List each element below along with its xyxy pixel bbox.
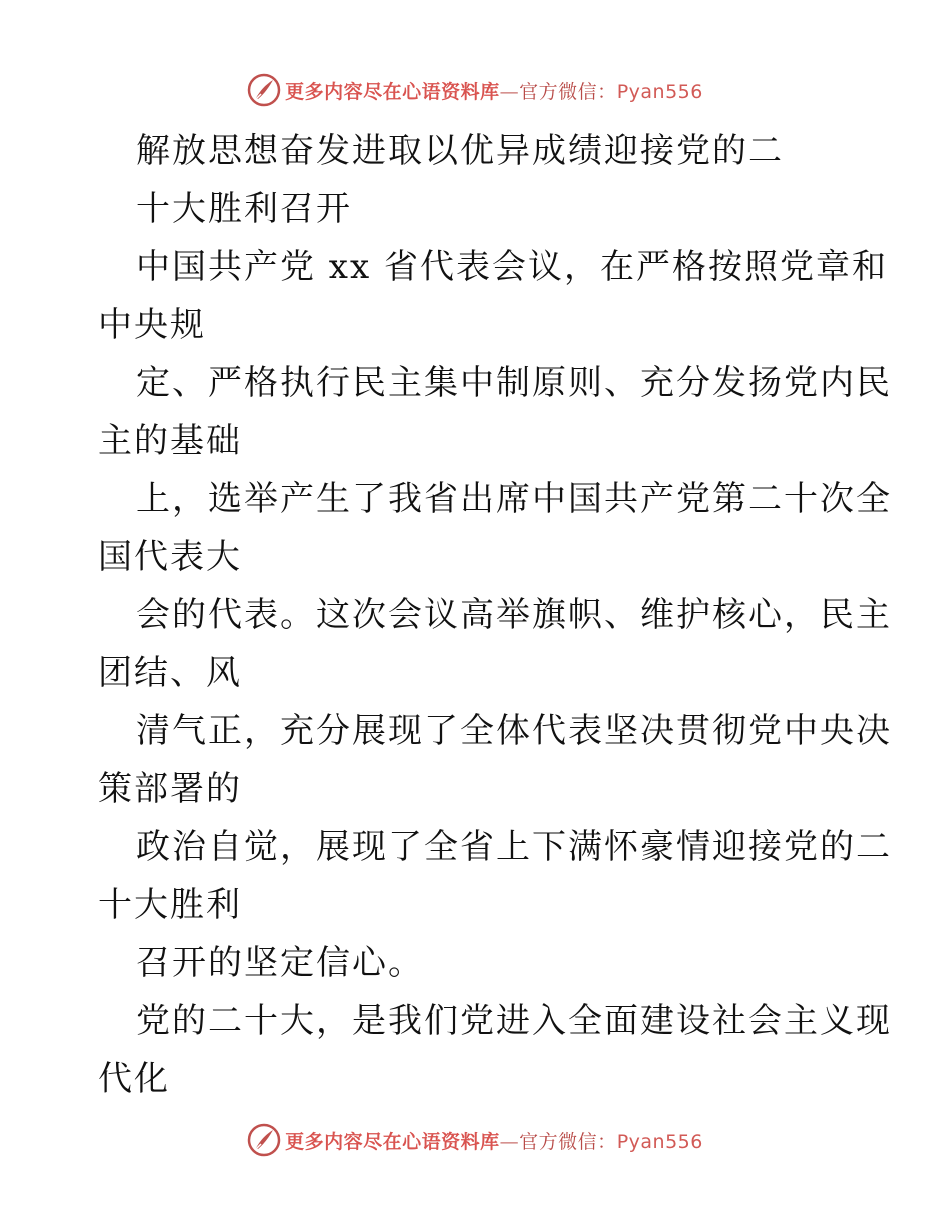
text-line: 党的二十大，是我们党进入全面建设社会主义现 — [136, 1001, 892, 1041]
title-line: 解放思想奋发进取以优异成绩迎接党的二 — [136, 131, 784, 171]
text-line: 中国共产党 xx 省代表会议，在严格按照党章和 — [136, 247, 888, 287]
banner-text — [285, 1127, 703, 1154]
text-line: 召开的坚定信心。 — [136, 943, 424, 983]
text-line: 国代表大 — [98, 537, 242, 577]
text-line: 会的代表。这次会议高举旗帜、维护核心，民主 — [136, 595, 892, 635]
title-line: 十大胜利召开 — [136, 189, 352, 229]
header-banner — [0, 70, 950, 110]
text-line: 上，选举产生了我省出席中国共产党第二十次全 — [136, 479, 892, 519]
banner-wechat-id: Pyan556 — [616, 1130, 703, 1153]
footer-banner — [0, 1120, 950, 1160]
quill-logo-icon — [247, 1123, 281, 1157]
banner-text — [285, 77, 703, 104]
text-line: 团结、风 — [98, 653, 242, 693]
text-line: 中央规 — [98, 305, 206, 345]
quill-logo-icon — [247, 73, 281, 107]
text-line: 主的基础 — [98, 421, 242, 461]
text-line: 政治自觉，展现了全省上下满怀豪情迎接党的二 — [136, 827, 892, 867]
banner-wechat-id: Pyan556 — [616, 80, 703, 103]
text-line: 十大胜利 — [98, 885, 242, 925]
text-line: 清气正，充分展现了全体代表坚决贯彻党中央决 — [136, 711, 892, 751]
document-body — [98, 122, 892, 1108]
text-line: 定、严格执行民主集中制原则、充分发扬党内民 — [136, 363, 892, 403]
banner-wechat-label: 官方微信： — [519, 80, 617, 103]
text-line: 策部署的 — [98, 769, 242, 809]
banner-site-text: 更多内容尽在心语资料库 — [285, 1130, 500, 1153]
banner-site-text: 更多内容尽在心语资料库 — [285, 80, 500, 103]
banner-wechat-label: 官方微信： — [519, 1130, 617, 1153]
text-line: 代化 — [98, 1059, 170, 1099]
banner-dash: — — [499, 80, 520, 103]
banner-dash: — — [499, 1130, 520, 1153]
